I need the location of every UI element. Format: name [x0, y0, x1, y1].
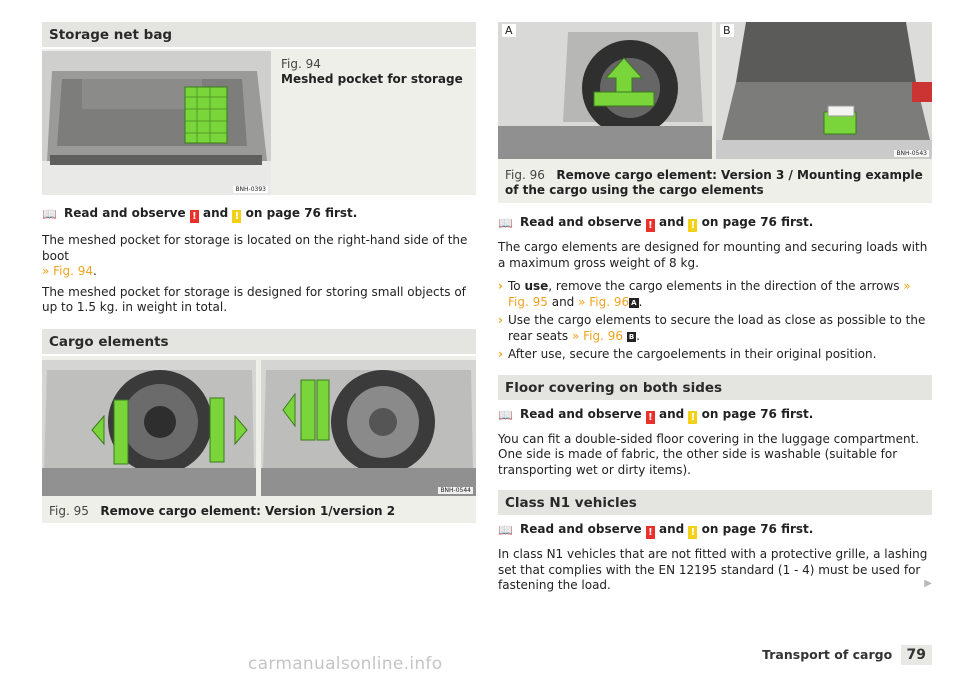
fig-96-link[interactable]: » Fig. 96	[578, 294, 630, 309]
spare-wheel-v3-illustration	[498, 22, 712, 159]
warning-red-icon: !	[646, 219, 655, 232]
figure-94-photo	[42, 51, 271, 195]
warning-yellow-icon: !	[232, 210, 241, 223]
read-observe-storage	[42, 205, 476, 223]
figure-95-photo-right	[261, 360, 476, 496]
figure-96-title: Remove cargo element: Version 3 / Mounting example of the cargo using the cargo elements	[505, 168, 923, 197]
cargo-bullet-2	[498, 313, 932, 344]
bullet-2-text: Use the cargo elements to secure the load as close as possible to the rear seats	[508, 313, 926, 343]
triangle-right-icon: ▶	[924, 578, 932, 589]
figure-94-code: BNH-0393	[235, 186, 266, 193]
spare-wheel-v2-illustration	[261, 360, 476, 496]
cargo-bullet-3	[498, 347, 932, 363]
read-observe-n1	[498, 521, 932, 539]
read-page-ref: on page 76 first.	[245, 206, 358, 220]
read-and: and	[659, 215, 685, 229]
bullet-1-bold: use	[524, 279, 549, 293]
figure-96	[498, 22, 932, 203]
figure-95-photo-left	[42, 360, 256, 496]
figure-96-number: Fig. 96	[505, 168, 545, 182]
warning-red-icon: !	[190, 210, 199, 223]
bullet-1-end: .	[638, 294, 643, 309]
read-and: and	[659, 522, 685, 536]
figure-95-code: BNH-0544	[440, 486, 471, 494]
fig-94-link[interactable]: » Fig. 94	[42, 264, 94, 278]
figure-95-number: Fig. 95	[49, 503, 89, 518]
label-b-box: B	[628, 332, 635, 341]
label-a-box: A	[631, 298, 637, 307]
warning-yellow-icon: !	[688, 526, 697, 539]
read-page-ref: on page 76 first.	[701, 406, 814, 421]
warning-yellow-icon: !	[688, 219, 697, 232]
section-heading-cargo-elements: Cargo elements	[42, 329, 476, 354]
bullet-1-mid: , remove the cargo elements in the direction of the arrows	[548, 279, 900, 293]
read-observe-floor	[498, 406, 932, 424]
storage-para-1-text: The meshed pocket for storage is located on the right-hand side of the boot	[42, 233, 468, 263]
figure-94	[42, 49, 476, 195]
footer-section: Transport of cargo	[762, 647, 893, 662]
fig-96-link-b[interactable]: » Fig. 96	[571, 328, 623, 343]
section-heading-class-n1: Class N1 vehicles	[498, 490, 932, 515]
figure-96-photo-b	[716, 22, 932, 159]
figure-94-title: Meshed pocket for storage	[281, 72, 463, 86]
boot-net-illustration	[42, 51, 271, 195]
read-text: Read and observe	[64, 206, 186, 220]
book-icon: 📖	[498, 216, 513, 230]
book-icon: 📖	[498, 523, 513, 537]
bullet-3-text: After use, secure the cargoelements in their original position.	[508, 347, 877, 361]
warning-red-icon: !	[646, 526, 655, 539]
fig-95-link[interactable]: » Fig. 95	[508, 279, 911, 309]
read-and: and	[203, 206, 229, 220]
figure-96-code: BNH-0543	[896, 150, 927, 157]
n1-para	[498, 547, 932, 594]
right-column	[498, 22, 932, 594]
bullet-2-end: .	[636, 328, 640, 343]
section-heading-floor-covering: Floor covering on both sides	[498, 375, 932, 400]
watermark: carmanualsonline.info	[248, 654, 443, 674]
bullet-1-pre: To	[508, 279, 521, 293]
section-heading-storage-net: Storage net bag	[42, 22, 476, 47]
figure-95-caption	[49, 504, 395, 519]
figure-96-caption	[505, 168, 929, 198]
chevron-right-icon: ›	[498, 347, 503, 361]
figure-94-number: Fig. 94	[281, 57, 321, 71]
figure-96-letter-a: A	[502, 24, 516, 37]
cargo-para: The cargo elements are designed for mounting and securing loads with a maximum gross weight of 8 kg.	[498, 240, 928, 270]
read-and: and	[659, 406, 685, 421]
figure-95	[42, 356, 476, 523]
figure-96-letter-b: B	[720, 24, 734, 37]
warning-red-icon: !	[646, 411, 655, 424]
cargo-bullet-1	[498, 279, 932, 310]
floor-para: You can fit a double-sided floor covering in the luggage compartment. One side is made of fabric, the other side is washable (suitable for transporting wet or dirty items).	[498, 431, 920, 477]
page-number: 79	[901, 645, 932, 665]
page-footer	[762, 645, 932, 665]
read-text: Read and observe	[520, 522, 642, 536]
spare-wheel-v1-illustration	[42, 360, 256, 496]
warning-yellow-icon: !	[688, 411, 697, 424]
book-icon: 📖	[42, 207, 57, 221]
storage-para-1-end: .	[93, 264, 97, 278]
figure-95-title: Remove cargo element: Version 1/version 2	[100, 503, 396, 518]
storage-para-2: The meshed pocket for storage is designed for storing small objects of up to 1.5 kg. in weight in total.	[42, 284, 466, 314]
figure-94-caption	[281, 57, 471, 87]
read-text: Read and observe	[520, 215, 642, 229]
chevron-right-icon: ›	[498, 313, 503, 327]
read-page-ref: on page 76 first.	[701, 522, 814, 536]
read-page-ref: on page 76 first.	[701, 215, 814, 229]
storage-para-1	[42, 233, 476, 280]
cargo-mount-illustration	[716, 22, 932, 159]
figure-96-photo-a	[498, 22, 712, 159]
bullet-1-and: and	[551, 294, 575, 309]
read-observe-cargo	[498, 214, 932, 232]
chevron-right-icon: ›	[498, 279, 503, 293]
read-text: Read and observe	[520, 406, 642, 421]
n1-para-text: In class N1 vehicles that are not fitted with a protective grille, a lashing set that complies with the EN 12195 standard (1 - 4) must be used for fastening the load.	[498, 547, 928, 592]
book-icon: 📖	[498, 407, 513, 422]
left-column	[42, 22, 476, 523]
